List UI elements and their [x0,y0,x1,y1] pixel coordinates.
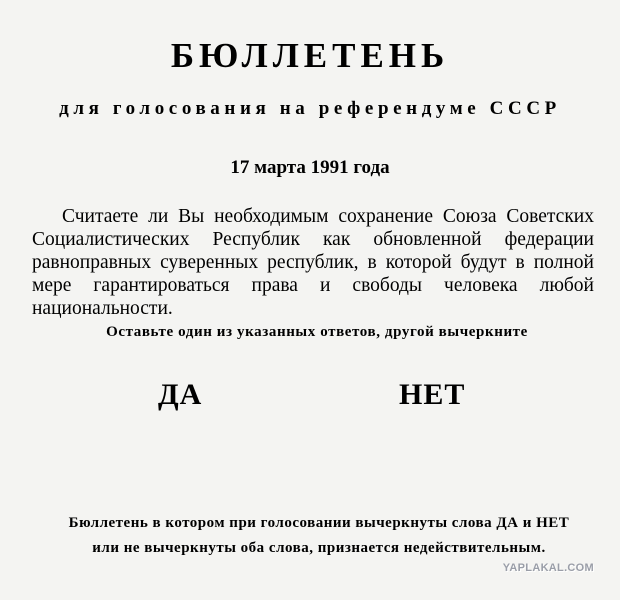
notice-line-1: Бюллетень в котором при голосовании вычеркнуты слова ДА и НЕТ [68,515,570,531]
invalid-ballot-notice [0,511,620,561]
ballot-title: БЮЛЛЕТЕНЬ [170,36,450,75]
referendum-question: Считаете ли Вы необходимым сохранение Союза Советских Социалистических Республик как обновленной федерации равноправных суверенных республик, в которой будут в полной мере гарантироваться права и свободы человека любой национальности. [32,206,594,319]
answer-no: НЕТ [399,378,466,411]
answer-yes: ДА [158,378,203,411]
notice-line-2: или не вычеркнуты оба слова, признается недействительным. [92,540,546,556]
ballot-subtitle: для голосования на референдуме СССР [59,98,561,119]
ballot-date: 17 марта 1991 года [230,157,390,178]
voting-instruction: Оставьте один из указанных ответов, другой вычеркните [106,324,528,340]
site-watermark: YAPLAKAL.COM [502,562,594,574]
